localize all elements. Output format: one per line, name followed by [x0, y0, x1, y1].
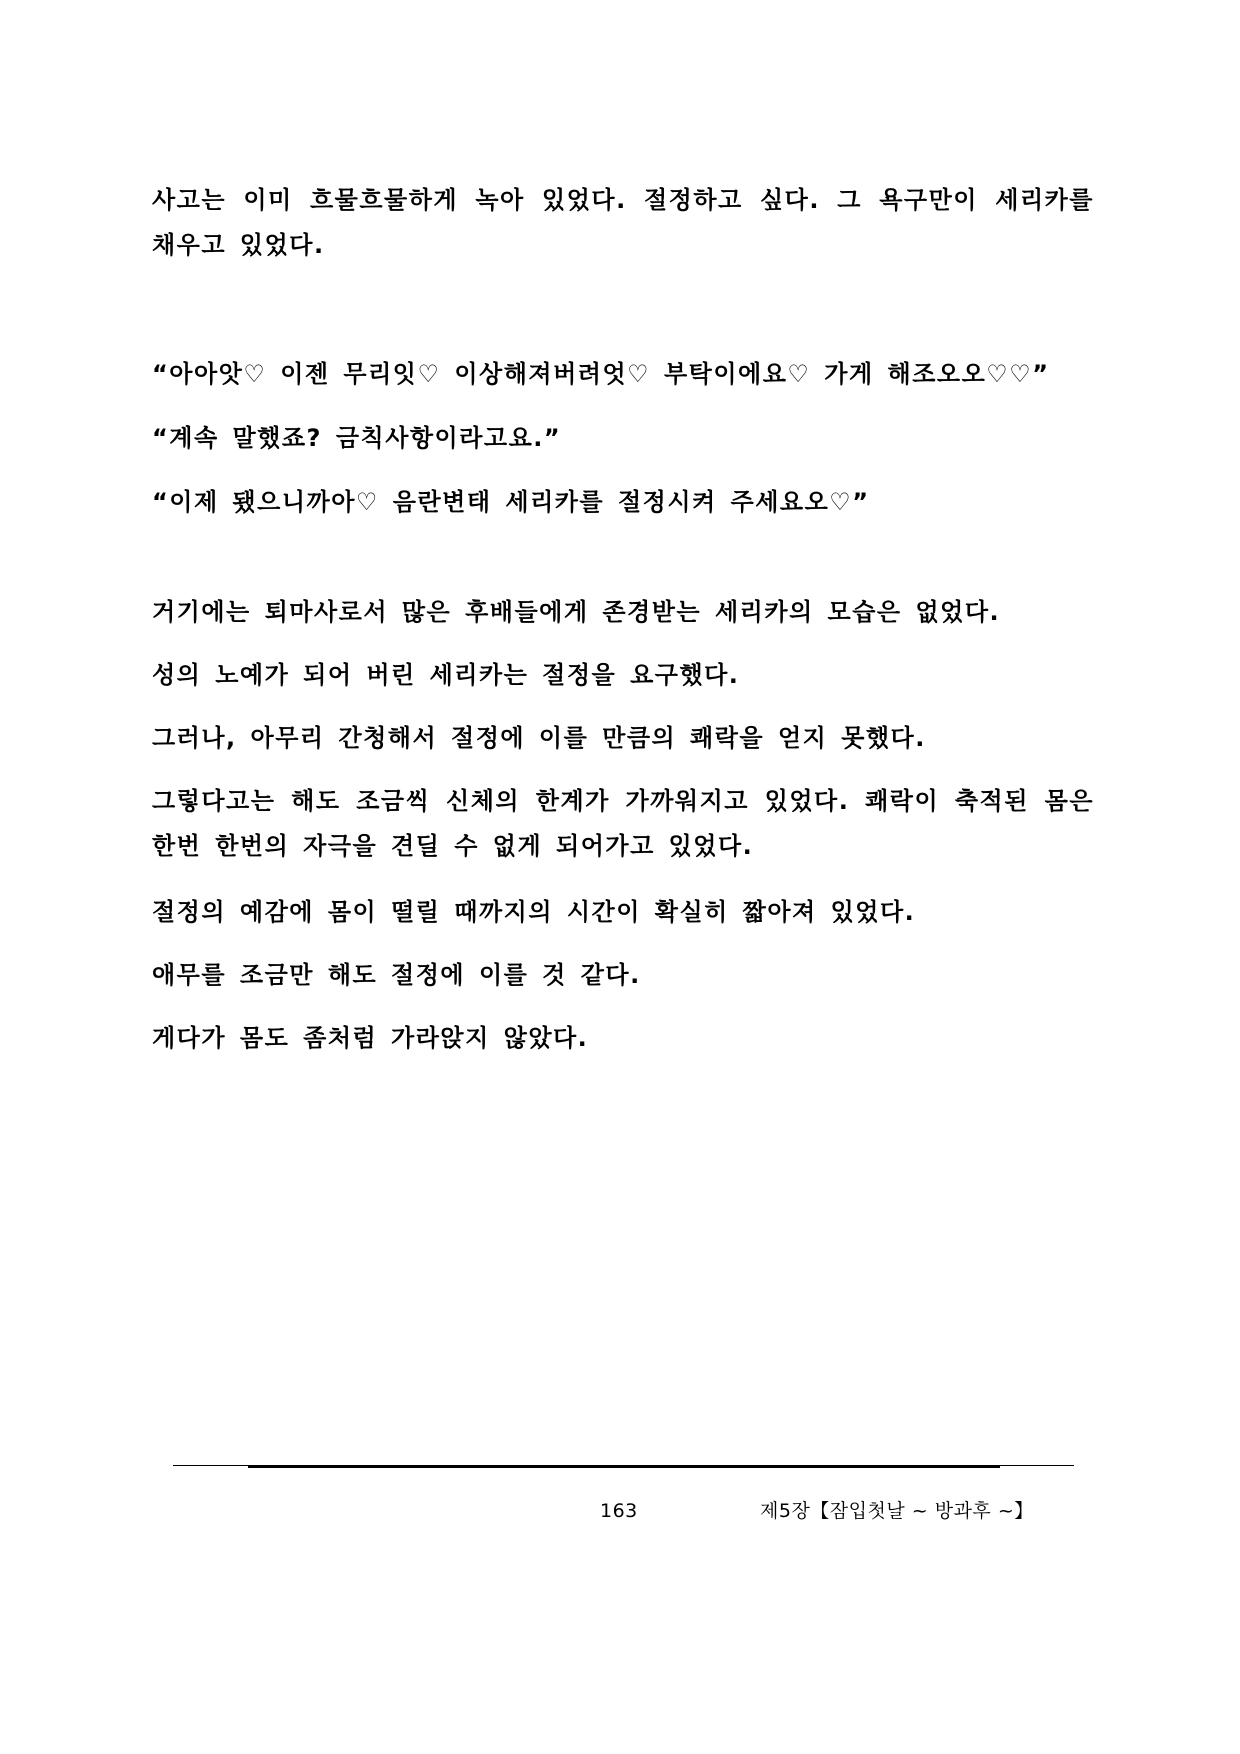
- chapter-title: 제5장【잠입첫날 ~ 방과후 ~】: [760, 1500, 1034, 1522]
- paragraph-8: 게다가 몸도 좀처럼 가라앉지 않았다.: [152, 1024, 589, 1052]
- page-number: 163: [600, 1500, 638, 1522]
- dialogue-line-3: “이제 됐으니까아♡ 음란변태 세리카를 절정시켜 주세요오♡”: [152, 488, 870, 516]
- paragraph-3: 성의 노예가 되어 버린 세리카는 절정을 요구했다.: [152, 661, 740, 689]
- dialogue-line-1: “아아앗♡ 이젠 무리잇♡ 이상해져버려엇♡ 부탁이에요♡ 가게 해조오오♡♡”: [152, 360, 1050, 388]
- paragraph-5: 그렇다고는 해도 조금씩 신체의 한계가 가까워지고 있었다. 쾌락이 축적된 몸은 한번 한번의 자극을 견딜 수 없게 되어가고 있었다.: [152, 787, 1094, 860]
- paragraph-6: 절정의 예감에 몸이 떨릴 때까지의 시간이 확실히 짧아져 있었다.: [152, 898, 916, 926]
- paragraph-2: 거기에는 퇴마사로서 많은 후배들에게 존경받는 세리카의 모습은 없었다.: [152, 598, 1001, 626]
- dialogue-line-2: “계속 말했죠? 금칙사항이라고요.”: [152, 424, 562, 452]
- paragraph-4: 그러나, 아무리 간청해서 절정에 이를 만큼의 쾌락을 얻지 못했다.: [152, 724, 926, 752]
- footer-rule-thick: [248, 1465, 1000, 1468]
- paragraph-1: 사고는 이미 흐물흐물하게 녹아 있었다. 절정하고 싶다. 그 욕구만이 세리카를 채우고 있었다.: [152, 186, 1094, 259]
- paragraph-7: 애무를 조금만 해도 절정에 이를 것 같다.: [152, 961, 641, 989]
